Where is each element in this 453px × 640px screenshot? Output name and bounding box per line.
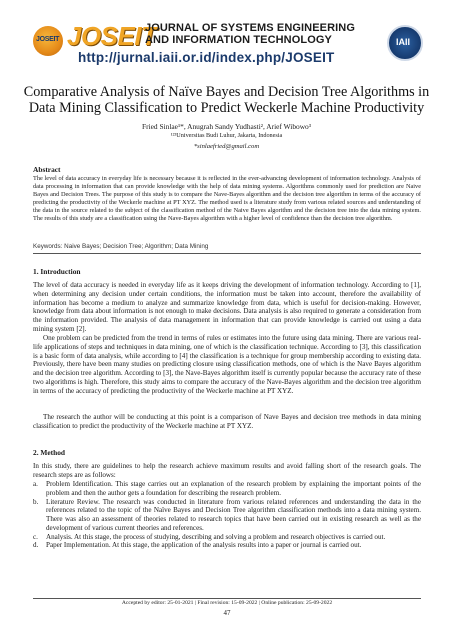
author-list: Fried Sinlae¹*, Anugrah Sandy Yudhasti², Arief Wibowo³ [142, 122, 311, 131]
paper-title-line-1: Comparative Analysis of Naïve Bayes and Decision Tree Algorithms in [23, 84, 430, 100]
list-item [33, 533, 421, 542]
paper-title-line-2: Data Mining Classification to Predict Weckerle Machine Productivity [28, 100, 425, 116]
journal-name-line-1: JOURNAL OF SYSTEMS ENGINEERING [145, 22, 355, 34]
list-marker: d. [33, 541, 39, 550]
method-steps-list [33, 480, 421, 550]
corresponding-email[interactable]: *sinlaefried@gmail.com [193, 143, 260, 150]
abstract-text: The level of data accuracy in everyday life is necessary because it is reflected in the ever-advancing development of information technology. Analysis of data processing in information that can provide knowledge with the help of data mining systems. Algorithms commonly used for prediction are Naive Bayes and Decision Trees. The purpose of this study is to compare the Nave-Bayes algorithm and the decision tree algorithm in terms of the accuracy of predicting the productivity of the Weckerle machine at PT XYZ. The method used is a literature study from various related sources and understanding of the data in the source related to the subject of the classification method of the Naive Bayes algorithm and the decision tree into the data mining system. The results of this study are a classification using the Nave-Bayes algorithm with a higher level of confidence than the decision tree algorithm. [33, 175, 421, 222]
list-item-text: Paper Implementation. At this stage, the application of the analysis results into a paper or journal is carried out. [46, 541, 362, 550]
journal-logo: JOSEIT [67, 21, 157, 51]
journal-banner [33, 18, 423, 74]
page-footer [33, 598, 421, 617]
list-marker: b. [33, 497, 39, 506]
section-heading-introduction: 1. Introduction [33, 267, 81, 276]
iaii-logo-icon [387, 25, 423, 61]
intro-paragraph-3: The research the author will be conducting at this point is a comparison of Nave Bayes and decision tree methods in data mining classification to predict the productivity of the Weckerle machine at PT XYZ. [33, 413, 421, 430]
journal-url[interactable]: http://jurnal.iaii.or.id/index.php/JOSEIT [78, 50, 335, 65]
abstract-heading: Abstract [33, 165, 61, 174]
affiliation: ¹²³Universitas Budi Luhur, Jakarta, Indonesia [170, 132, 283, 139]
divider [33, 253, 421, 254]
journal-name-line-2: AND INFORMATION TECHNOLOGY [145, 34, 332, 46]
keywords: Keywords: Naive Bayes; Decision Tree; Algorithm; Data Mining [33, 243, 209, 250]
publication-dates: Accepted by editor: 25-01-2021 | Final revision: 15-09-2022 | Online publication: 25-09-2022 [121, 600, 333, 606]
list-item-text: Analysis. At this stage, the process of studying, describing and solving a problem and research objectives is carried out. [46, 532, 386, 541]
journal-emblem-text: JOSEIT [36, 36, 60, 43]
section-heading-method: 2. Method [33, 448, 66, 457]
journal-name [145, 22, 355, 46]
page-number: 47 [223, 609, 231, 617]
journal-emblem-icon [33, 26, 63, 56]
list-marker: c. [33, 532, 38, 541]
list-item [33, 541, 421, 550]
paper-title [20, 84, 433, 116]
list-marker: a. [33, 480, 38, 488]
list-item-text: Literature Review. The research was conducted in literature from various related references and understanding the data in the references related to the topic of the Naïve Bayes and Decision Tree algorithm classification methods into a data mining system. There was also an assessment of theories related to research topics that have been carried out in existing research as well as the development of various current theories and references. [46, 497, 421, 532]
intro-paragraph-1: The level of data accuracy is needed in everyday life as it keeps driving the development of information technology. According to [1], when determining any decision under certain conditions, the information must be taken into account, therefore the availability of information has become a medium to analyze and summarize knowledge from data, which is useful for decision-making. However, knowledge from data about information is not enough to make decisions. Data analysis is also required to generate a consideration from the information provided. The analysis of data management in information that can provide knowledge is carried out using a data mining system [2]. [33, 281, 421, 333]
iaii-logo-text: IAII [396, 37, 411, 47]
list-item [33, 480, 421, 498]
intro-paragraph-2: One problem can be predicted from the trend in terms of rules or estimates into the future using data mining. There are various real-life applications of steps and techniques in data mining, one of which is the classification technique. According to [3], this classification is a basic form of data analysis, while according to [4] the classification is a technique for group membership according to existing data. Previously, there have been many studies on predicting closure using classification methods, one of which is the Nave Bayes algorithm and the decision tree algorithm. According to [3], the Nave-Bayes algorithm itself is currently popular because the accuracy rate of these two algorithms is high. Therefore, this study aims to compare the accuracy of the Nave-Bayes algorithm and the decision tree algorithm in terms of the accuracy of predicting the productivity of the Weckerle machine at PT XYZ. [33, 334, 421, 395]
method-paragraph-1: In this study, there are guidelines to help the research achieve maximum results and avoid falling short of the research goals. The research steps are as follows: [33, 462, 421, 479]
list-item-text: Problem Identification. This stage carries out an explanation of the research problem by explaining the important points of the problem and then the author gets a foundation for describing the research problem. [46, 480, 421, 497]
list-item [33, 498, 421, 533]
